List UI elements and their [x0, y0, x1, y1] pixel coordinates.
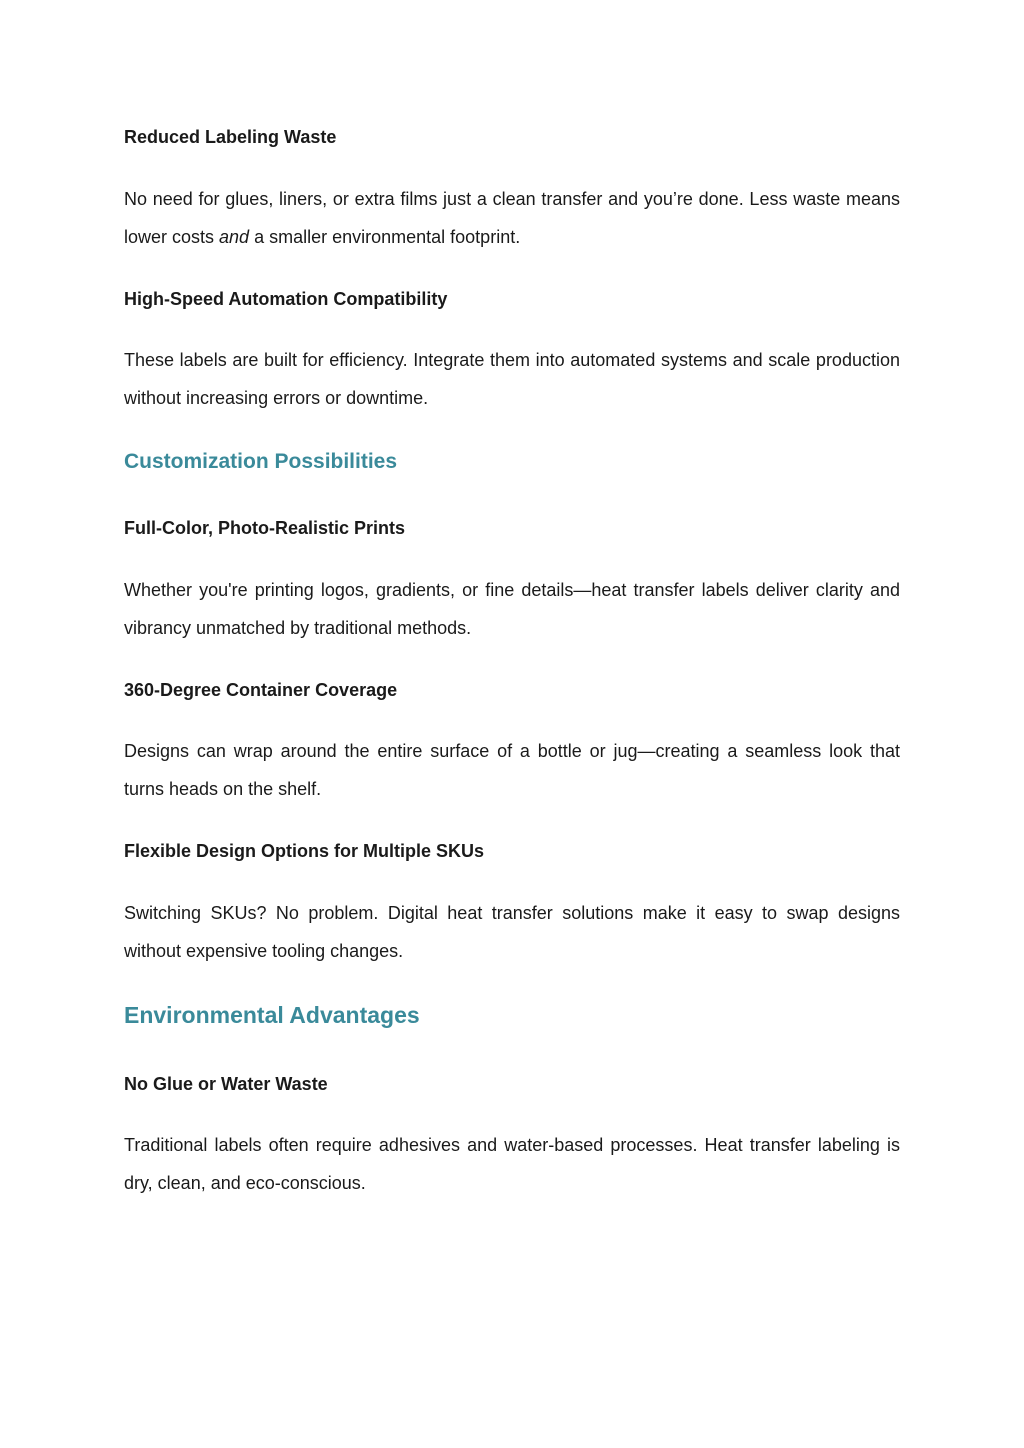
subheading-container-coverage: 360-Degree Container Coverage [124, 680, 398, 700]
paragraph-reduced-labeling-waste [124, 180, 900, 256]
section-title-customization: Customization Possibilities [124, 450, 398, 473]
subheading-full-color-prints: Full-Color, Photo-Realistic Prints [124, 518, 406, 538]
subheading-automation-compatibility: High-Speed Automation Compatibility [124, 289, 448, 309]
paragraph-no-glue-water-waste: Traditional labels often require adhesives and water-based processes. Heat transfer labeling is dry, clean, and eco-conscious. [124, 1135, 900, 1193]
paragraph-automation: These labels are built for efficiency. Integrate them into automated systems and scale production without increasing errors or downtime. [124, 350, 900, 408]
subheading-reduced-labeling-waste: Reduced Labeling Waste [124, 127, 337, 147]
subheading-no-glue-water-waste: No Glue or Water Waste [124, 1074, 328, 1094]
paragraph-text: No need for glues, liners, or extra films just a clean transfer and you’re done. Less waste means lower costs [124, 189, 900, 247]
paragraph-container-coverage: Designs can wrap around the entire surface of a bottle or jug—creating a seamless look that turns heads on the shelf. [124, 741, 900, 799]
paragraph-full-color-prints: Whether you're printing logos, gradients, or fine details—heat transfer labels deliver clarity and vibrancy unmatched by traditional methods. [124, 580, 900, 638]
paragraph-multiple-skus: Switching SKUs? No problem. Digital heat transfer solutions make it easy to swap designs without expensive tooling changes. [124, 903, 900, 961]
subheading-multiple-skus: Flexible Design Options for Multiple SKUs [124, 841, 485, 861]
paragraph-text: a smaller environmental footprint. [249, 227, 521, 247]
emphasis-text: and [219, 227, 250, 247]
section-title-environmental: Environmental Advantages [124, 1002, 420, 1028]
